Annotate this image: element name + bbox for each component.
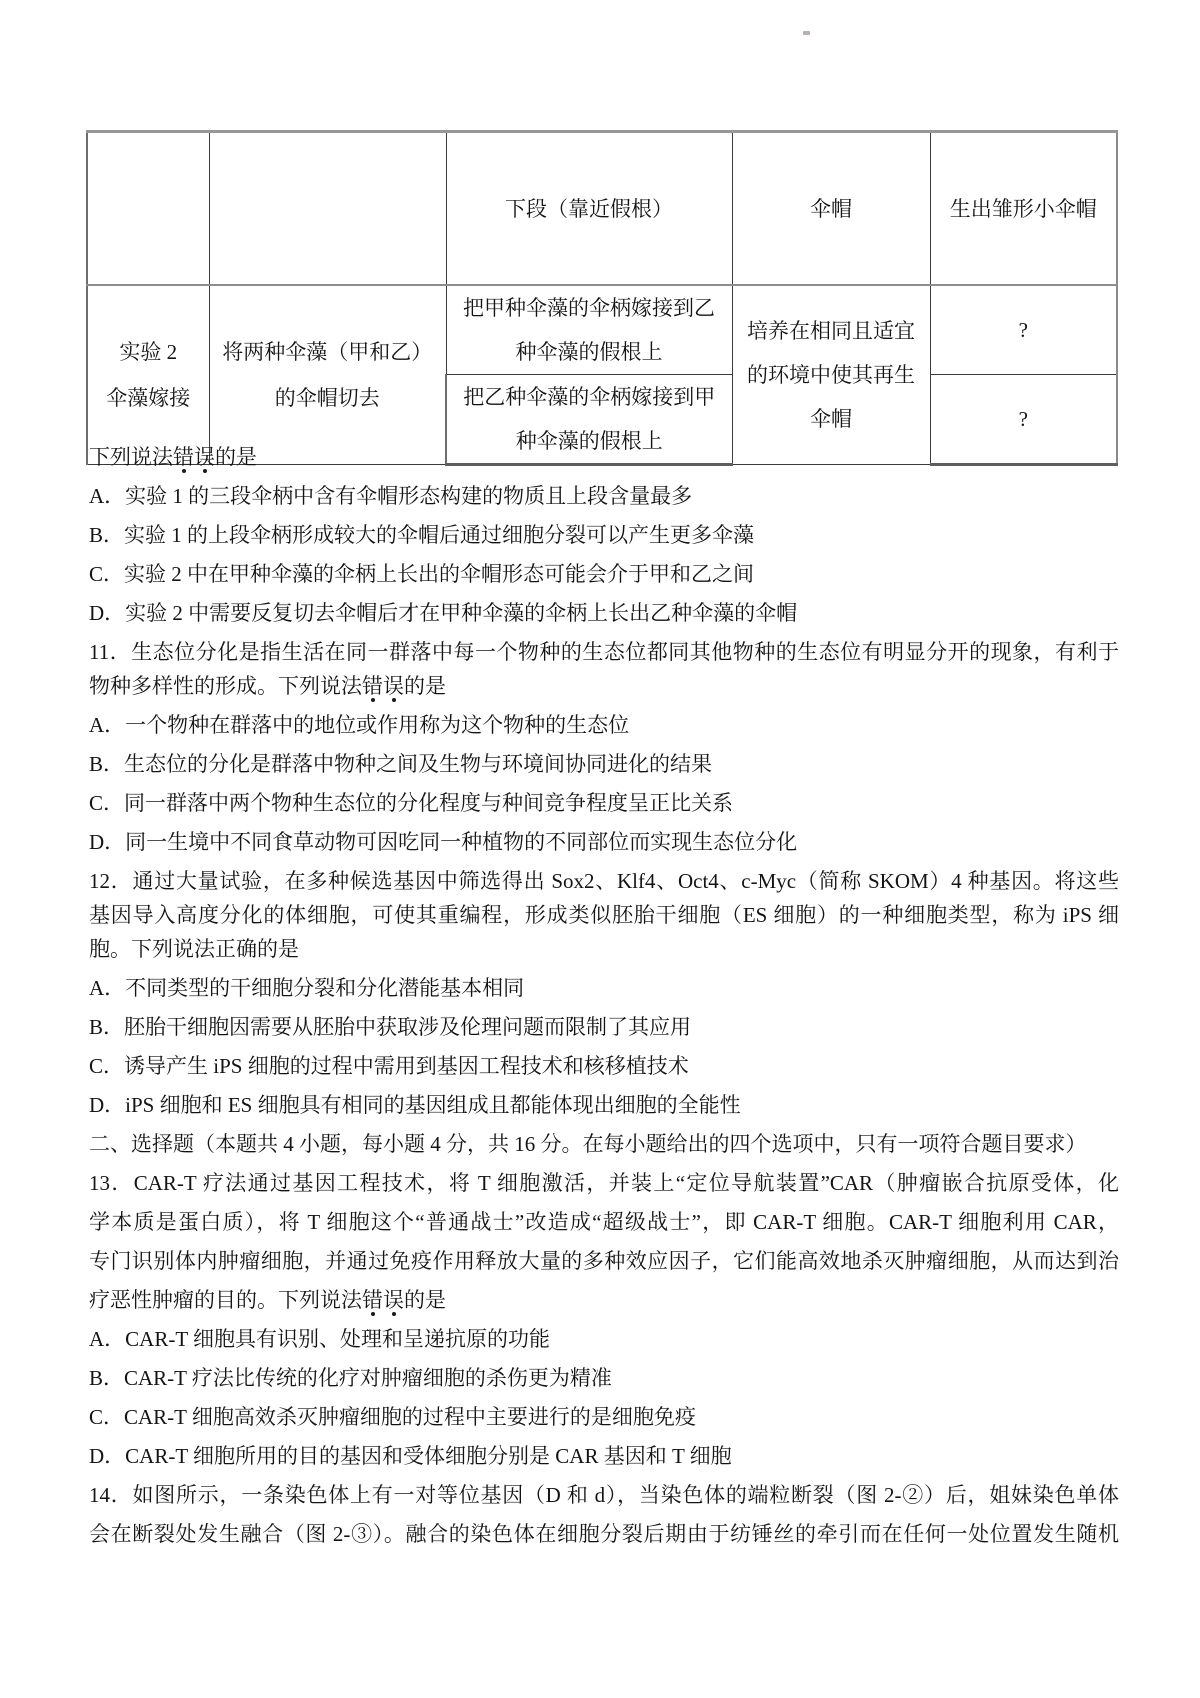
culture-line1: 培养在相同且适宜 bbox=[747, 319, 915, 343]
table-row-graft-a bbox=[87, 285, 1117, 375]
experiment-label-line1: 实验 2 bbox=[119, 340, 178, 364]
emphasized-text bbox=[173, 445, 215, 469]
q12-stem-line3 bbox=[89, 930, 1194, 969]
q11-option-c bbox=[89, 784, 1194, 823]
operation-line1: 将两种伞藻（甲和乙） bbox=[222, 340, 433, 364]
q14-stem-line2 bbox=[89, 1515, 1119, 1554]
line-text: A．一个物种在群落中的地位或作用称为这个物种的生态位 bbox=[89, 713, 630, 737]
q13-stem-line2 bbox=[89, 1203, 1119, 1242]
line-text: D．iPS 细胞和 ES 细胞具有相同的基因组成且都能体现出细胞的全能性 bbox=[89, 1093, 741, 1117]
operation-line2: 的伞帽切去 bbox=[274, 386, 380, 410]
q13-stem-line3 bbox=[89, 1242, 1119, 1281]
line-text: 12．通过大量试验，在多种候选基因中筛选得出 Sox2、Klf4、Oct4、c-Myc（简称 SKOM）4 种基因。将这些 bbox=[89, 869, 1119, 893]
line-text: D．同一生境中不同食草动物可因吃同一种植物的不同部位而实现生态位分化 bbox=[89, 830, 798, 854]
line-text: A．实验 1 的三段伞柄中含有伞帽形态构建的物质且上段含量最多 bbox=[89, 484, 693, 508]
line-text-pre: 下列说法 bbox=[89, 445, 173, 469]
line-text-post: 的是 bbox=[404, 1288, 446, 1312]
emphasis-dot-char: 错 bbox=[362, 674, 383, 698]
line-text: 基因导入高度分化的体细胞，可使其重编程，形成类似胚胎干细胞（ES 细胞）的一种细胞类型，称为 iPS 细 bbox=[89, 903, 1119, 927]
q12-option-d bbox=[89, 1086, 1194, 1125]
line-text: 专门识别体内肿瘤细胞，并通过免疫作用释放大量的多种效应因子，它们能高效地杀灭肿瘤细胞，从而达到治 bbox=[89, 1249, 1119, 1273]
line-text: D．实验 2 中需要反复切去伞帽后才在甲种伞藻的伞柄上长出乙种伞藻的伞帽 bbox=[89, 601, 798, 625]
question-text-block bbox=[89, 438, 1194, 1554]
line-text: 13．CAR-T 疗法通过基因工程技术，将 T 细胞激活，并装上“定位导航装置”CAR（肿瘤嵌合抗原受体，化 bbox=[89, 1171, 1119, 1195]
line-text: B．实验 1 的上段伞柄形成较大的伞帽后通过细胞分裂可以产生更多伞藻 bbox=[89, 523, 755, 547]
emphasis-dot-char: 误 bbox=[383, 674, 404, 698]
q10-options-prompt bbox=[89, 438, 1194, 477]
q12-option-b bbox=[89, 1008, 1194, 1047]
line-text: 14．如图所示，一条染色体上有一对等位基因（D 和 d），当染色体的端粒断裂（图 2-②）后，姐妹染色单体 bbox=[89, 1483, 1119, 1507]
table-cell-empty-2 bbox=[209, 132, 446, 286]
graft-b-line1: 把乙种伞藻的伞柄嫁接到甲 bbox=[463, 385, 716, 409]
graft-a-line2: 种伞藻的假根上 bbox=[515, 340, 663, 364]
line-text-post: 的是 bbox=[215, 445, 257, 469]
table-cell-result-a: ? bbox=[930, 285, 1117, 375]
q12-option-c bbox=[89, 1047, 1194, 1086]
line-text: 11．生态位分化是指生活在同一群落中每一个物种的生态位都同其他物种的生态位有明显分开的现象，有利于 bbox=[89, 640, 1119, 664]
q13-stem-line4 bbox=[89, 1281, 1194, 1320]
line-text: 二、选择题（本题共 4 小题，每小题 4 分，共 16 分。在每小题给出的四个选项中，只有一项符合题目要求） bbox=[89, 1132, 1087, 1156]
line-text: C．同一群落中两个物种生态位的分化程度与种间竞争程度呈正比关系 bbox=[89, 791, 734, 815]
line-text: C．CAR-T 细胞高效杀灭肿瘤细胞的过程中主要进行的是细胞免疫 bbox=[89, 1405, 696, 1429]
q11-stem-line2 bbox=[89, 667, 1194, 706]
q13-option-b bbox=[89, 1359, 1194, 1398]
culture-line2: 的环境中使其再生 bbox=[747, 363, 915, 387]
q10-option-c bbox=[89, 555, 1194, 594]
table-cell-result-b: ? bbox=[930, 375, 1117, 465]
table-cell-result-continuation: 生出雏形小伞帽 bbox=[930, 132, 1117, 286]
experiment-label-line2: 伞藻嫁接 bbox=[106, 386, 191, 410]
q12-option-a bbox=[89, 969, 1194, 1008]
q13-option-a bbox=[89, 1320, 1194, 1359]
emphasis-dot-char: 错 bbox=[362, 1288, 383, 1312]
q13-option-c bbox=[89, 1398, 1194, 1437]
q11-option-b bbox=[89, 745, 1194, 784]
emphasis-dot-char: 错 bbox=[173, 445, 194, 469]
q10-option-d bbox=[89, 594, 1194, 633]
culture-line3: 伞帽 bbox=[810, 407, 852, 431]
line-text: 胞。下列说法正确的是 bbox=[89, 937, 299, 961]
line-text: A．CAR-T 细胞具有识别、处理和呈递抗原的功能 bbox=[89, 1327, 551, 1351]
line-text: A．不同类型的干细胞分裂和分化潜能基本相同 bbox=[89, 976, 525, 1000]
q14-stem-line1 bbox=[89, 1476, 1119, 1515]
table-cell-cap-continuation: 伞帽 bbox=[732, 132, 930, 286]
emphasis-dot-char: 误 bbox=[383, 1288, 404, 1312]
q13-stem-line1 bbox=[89, 1164, 1119, 1203]
line-text: C．实验 2 中在甲种伞藻的伞柄上长出的伞帽形态可能会介于甲和乙之间 bbox=[89, 562, 755, 586]
table-cell-empty-1 bbox=[87, 132, 209, 286]
line-text: B．生态位的分化是群落中物种之间及生物与环境间协同进化的结果 bbox=[89, 752, 713, 776]
line-text: B．CAR-T 疗法比传统的化疗对肿瘤细胞的杀伤更为精准 bbox=[89, 1366, 612, 1390]
experiment-table bbox=[86, 130, 1118, 466]
emphasized-text bbox=[362, 1288, 404, 1312]
q11-option-d bbox=[89, 823, 1194, 862]
line-text: 会在断裂处发生融合（图 2-③）。融合的染色体在细胞分裂后期由于纺锤丝的牵引而在任何一处位置发生随机 bbox=[89, 1522, 1119, 1546]
line-text: C．诱导产生 iPS 细胞的过程中需用到基因工程技术和核移植技术 bbox=[89, 1054, 689, 1078]
emphasis-dot-char: 误 bbox=[194, 445, 215, 469]
scan-speck-mark bbox=[803, 31, 810, 35]
q13-option-d bbox=[89, 1437, 1194, 1476]
q10-option-a bbox=[89, 477, 1194, 516]
section-2-header bbox=[89, 1125, 1194, 1164]
line-text: D．CAR-T 细胞所用的目的基因和受体细胞分别是 CAR 基因和 T 细胞 bbox=[89, 1444, 732, 1468]
graft-a-line1: 把甲种伞藻的伞柄嫁接到乙 bbox=[463, 296, 715, 320]
line-text-post: 的是 bbox=[404, 674, 446, 698]
table-cell-graft-a bbox=[446, 285, 732, 375]
emphasized-text bbox=[362, 674, 404, 698]
line-text: 学本质是蛋白质），将 T 细胞这个“普通战士”改造成“超级战士”，即 CAR-T 细胞。CAR-T 细胞利用 CAR， bbox=[89, 1210, 1119, 1234]
line-text-pre: 疗恶性肿瘤的目的。下列说法 bbox=[89, 1288, 362, 1312]
graft-b-line2: 种伞藻的假根上 bbox=[515, 429, 663, 453]
line-text-pre: 物种多样性的形成。下列说法 bbox=[89, 674, 362, 698]
q11-option-a bbox=[89, 706, 1194, 745]
q10-option-b bbox=[89, 516, 1194, 555]
table-cell-stalk-lower: 下段（靠近假根） bbox=[446, 132, 732, 286]
line-text: B．胚胎干细胞因需要从胚胎中获取涉及伦理问题而限制了其应用 bbox=[89, 1015, 692, 1039]
table-row-continuation bbox=[87, 132, 1117, 286]
